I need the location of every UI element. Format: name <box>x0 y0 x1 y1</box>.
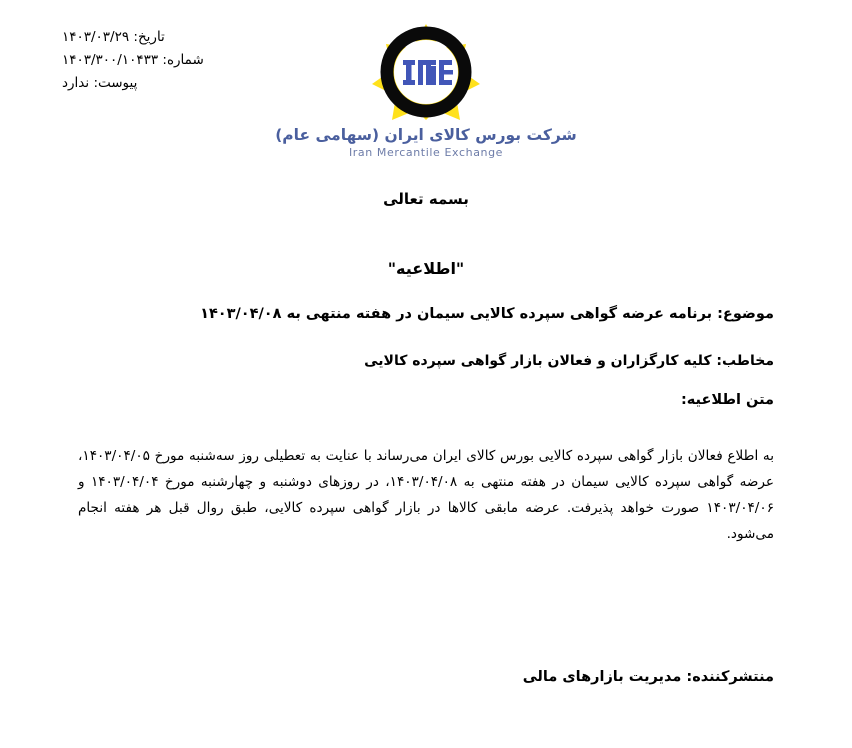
meta-label-number: شماره: <box>162 52 204 68</box>
basmala-heading: بسمه تعالی <box>383 190 469 208</box>
notice-body-text: به اطلاع فعالان بازار گواهی سپرده کالایی بورس کالای ایران می‌رساند با عنایت به تعطیلی روز سه‌شنبه مورخ ۱۴۰۳/۰۴/۰۵، عرضه گواهی سپرده کالایی سیمان در هفته منتهی به ۱۴۰۳/۰۴/۰۸، در روزهای دوشنبه و چهارشنبه مورخ ۱۴۰۳/۰۴/۰۴ و ۱۴۰۳/۰۴/۰۶ صورت خواهد پذیرفت. عرضه مابقی کالاها در بازار گواهی سپرده کالایی، طبق روال قبل هر هفته انجام می‌شود. <box>78 448 775 542</box>
meta-value-number: ۱۴۰۳/۳۰۰/۱۰۴۳۳ <box>62 52 159 68</box>
body-label: متن اطلاعیه: <box>680 392 774 408</box>
meta-label-attachment: پیوست: <box>93 75 138 91</box>
audience-line: مخاطب: کلیه کارگزاران و فعالان بازار گواهی سپرده کالایی <box>364 353 774 369</box>
meta-value-attachment: ندارد <box>62 75 90 91</box>
meta-label-date: تاریخ: <box>133 29 165 45</box>
meta-value-date: ۱۴۰۳/۰۳/۲۹ <box>62 29 130 45</box>
company-name-fa: شرکت بورس کالای ایران (سهامی عام) <box>275 126 577 144</box>
notice-title: "اطلاعیه" <box>387 259 465 278</box>
ime-logo-icon <box>370 22 482 122</box>
publisher-line: منتشرکننده: مدیریت بازارهای مالی <box>522 669 774 685</box>
company-name-en: Iran Mercantile Exchange <box>348 146 504 159</box>
organization-letterhead <box>0 22 852 159</box>
subject-line: موضوع: برنامه عرضه گواهی سپرده کالایی سیمان در هفته منتهی به ۱۴۰۳/۰۴/۰۸ <box>200 306 774 322</box>
